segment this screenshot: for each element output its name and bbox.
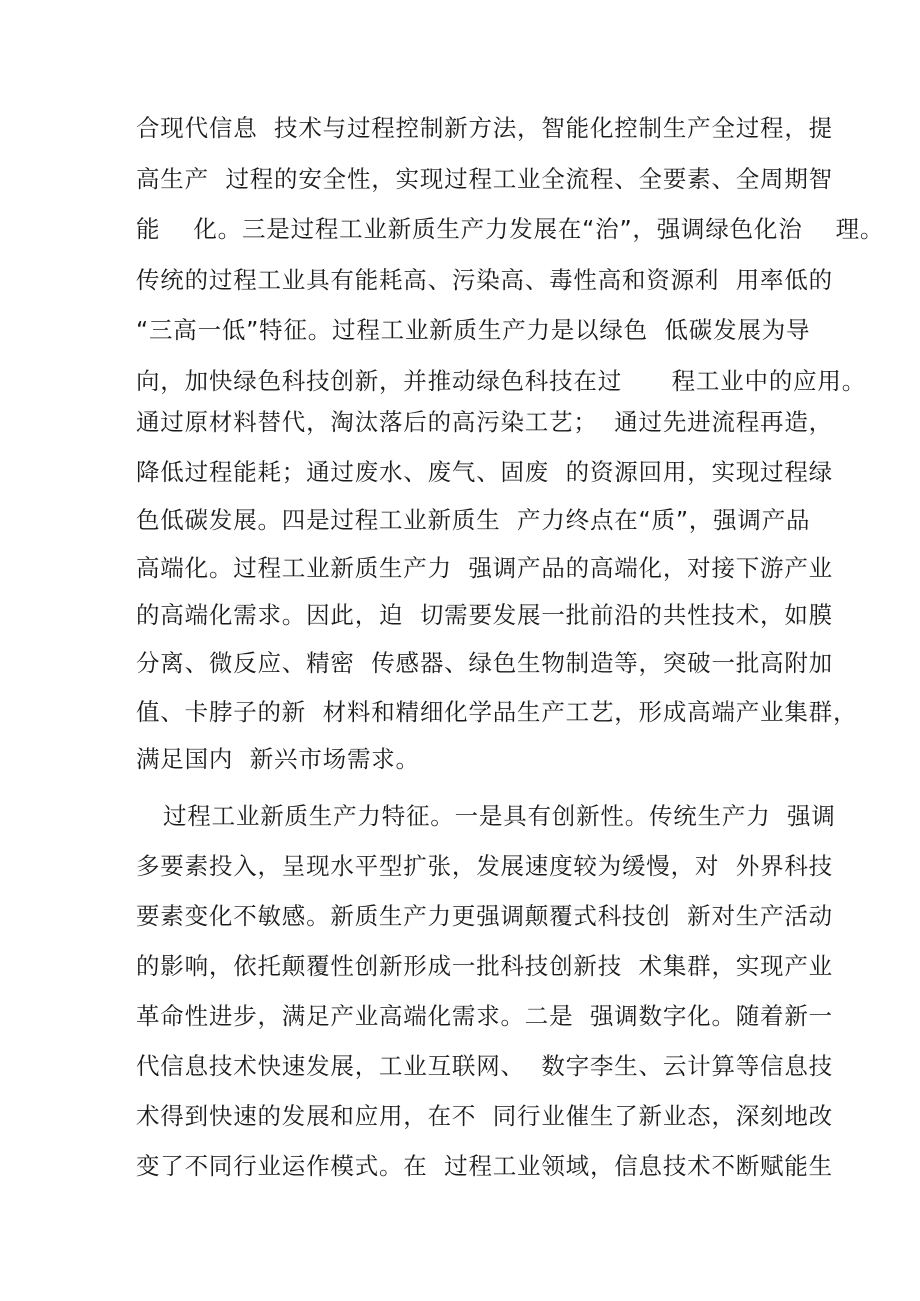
text-line: 的高端化需求。因此，迫 切需要发展一批前沿的共性技术，如膜 bbox=[136, 601, 833, 629]
text-line: 高端化。过程工业新质生产力 强调产品的高端化，对接下游产业 bbox=[136, 554, 833, 582]
text-line: 的影响，依托颠覆性创新形成一批科技创新技 术集群，实现产业 bbox=[136, 952, 833, 980]
text-line: 代信息技术快速发展，工业互联网、 数字李生、云计算等信息技 bbox=[136, 1052, 833, 1080]
text-line: 通过原材料替代，淘汰落后的高污染工艺； 通过先进流程再造， bbox=[136, 408, 833, 436]
text-line: 降低过程能耗；通过废水、废气、固废 的资源回用，实现过程绿 bbox=[136, 458, 833, 486]
text-line: 分离、微反应、精密 传感器、绿色生物制造等，突破一批高附加 bbox=[136, 649, 833, 677]
text-line: 向，加快绿色科技创新，并推动绿色科技在过 程工业中的应用。 bbox=[136, 367, 867, 395]
text-line: 值、卡脖子的新 材料和精细化学品生产工艺，形成高端产业集群， bbox=[136, 698, 858, 726]
text-line: 传统的过程工业具有能耗高、污染高、毒性高和资源利 用率低的 bbox=[136, 266, 833, 294]
text-line: 变了不同行业运作模式。在 过程工业领域，信息技术不断赋能生 bbox=[136, 1152, 833, 1180]
text-line: “三高一低”特征。过程工业新质生产力是以绿色 低碳发展为导 bbox=[136, 316, 811, 344]
text-line: 高生产 过程的安全性，实现过程工业全流程、全要素、全周期智 bbox=[136, 165, 833, 193]
text-line: 能 化。三是过程工业新质生产力发展在“治”，强调绿色化治 理。 bbox=[136, 215, 885, 243]
text-line: 满足国内 新兴市场需求。 bbox=[136, 745, 420, 773]
text-line: 色低碳发展。四是过程工业新质生 产力终点在“质”，强调产品 bbox=[136, 506, 811, 534]
text-line: 合现代信息 技术与过程控制新方法，智能化控制生产全过程，提 bbox=[136, 114, 833, 142]
text-line: 术得到快速的发展和应用，在不 同行业催生了新业态，深刻地改 bbox=[136, 1102, 833, 1130]
text-line: 要素变化不敏感。新质生产力更强调颠覆式科技创 新对生产活动 bbox=[136, 902, 833, 930]
text-line: 多要素投入，呈现水平型扩张，发展速度较为缓慢，对 外界科技 bbox=[136, 852, 833, 880]
text-line: 革命性进步，满足产业高端化需求。二是 强调数字化。随着新一 bbox=[136, 1002, 833, 1030]
text-line: 过程工业新质生产力特征。一是具有创新性。传统生产力 强调 bbox=[163, 802, 836, 830]
